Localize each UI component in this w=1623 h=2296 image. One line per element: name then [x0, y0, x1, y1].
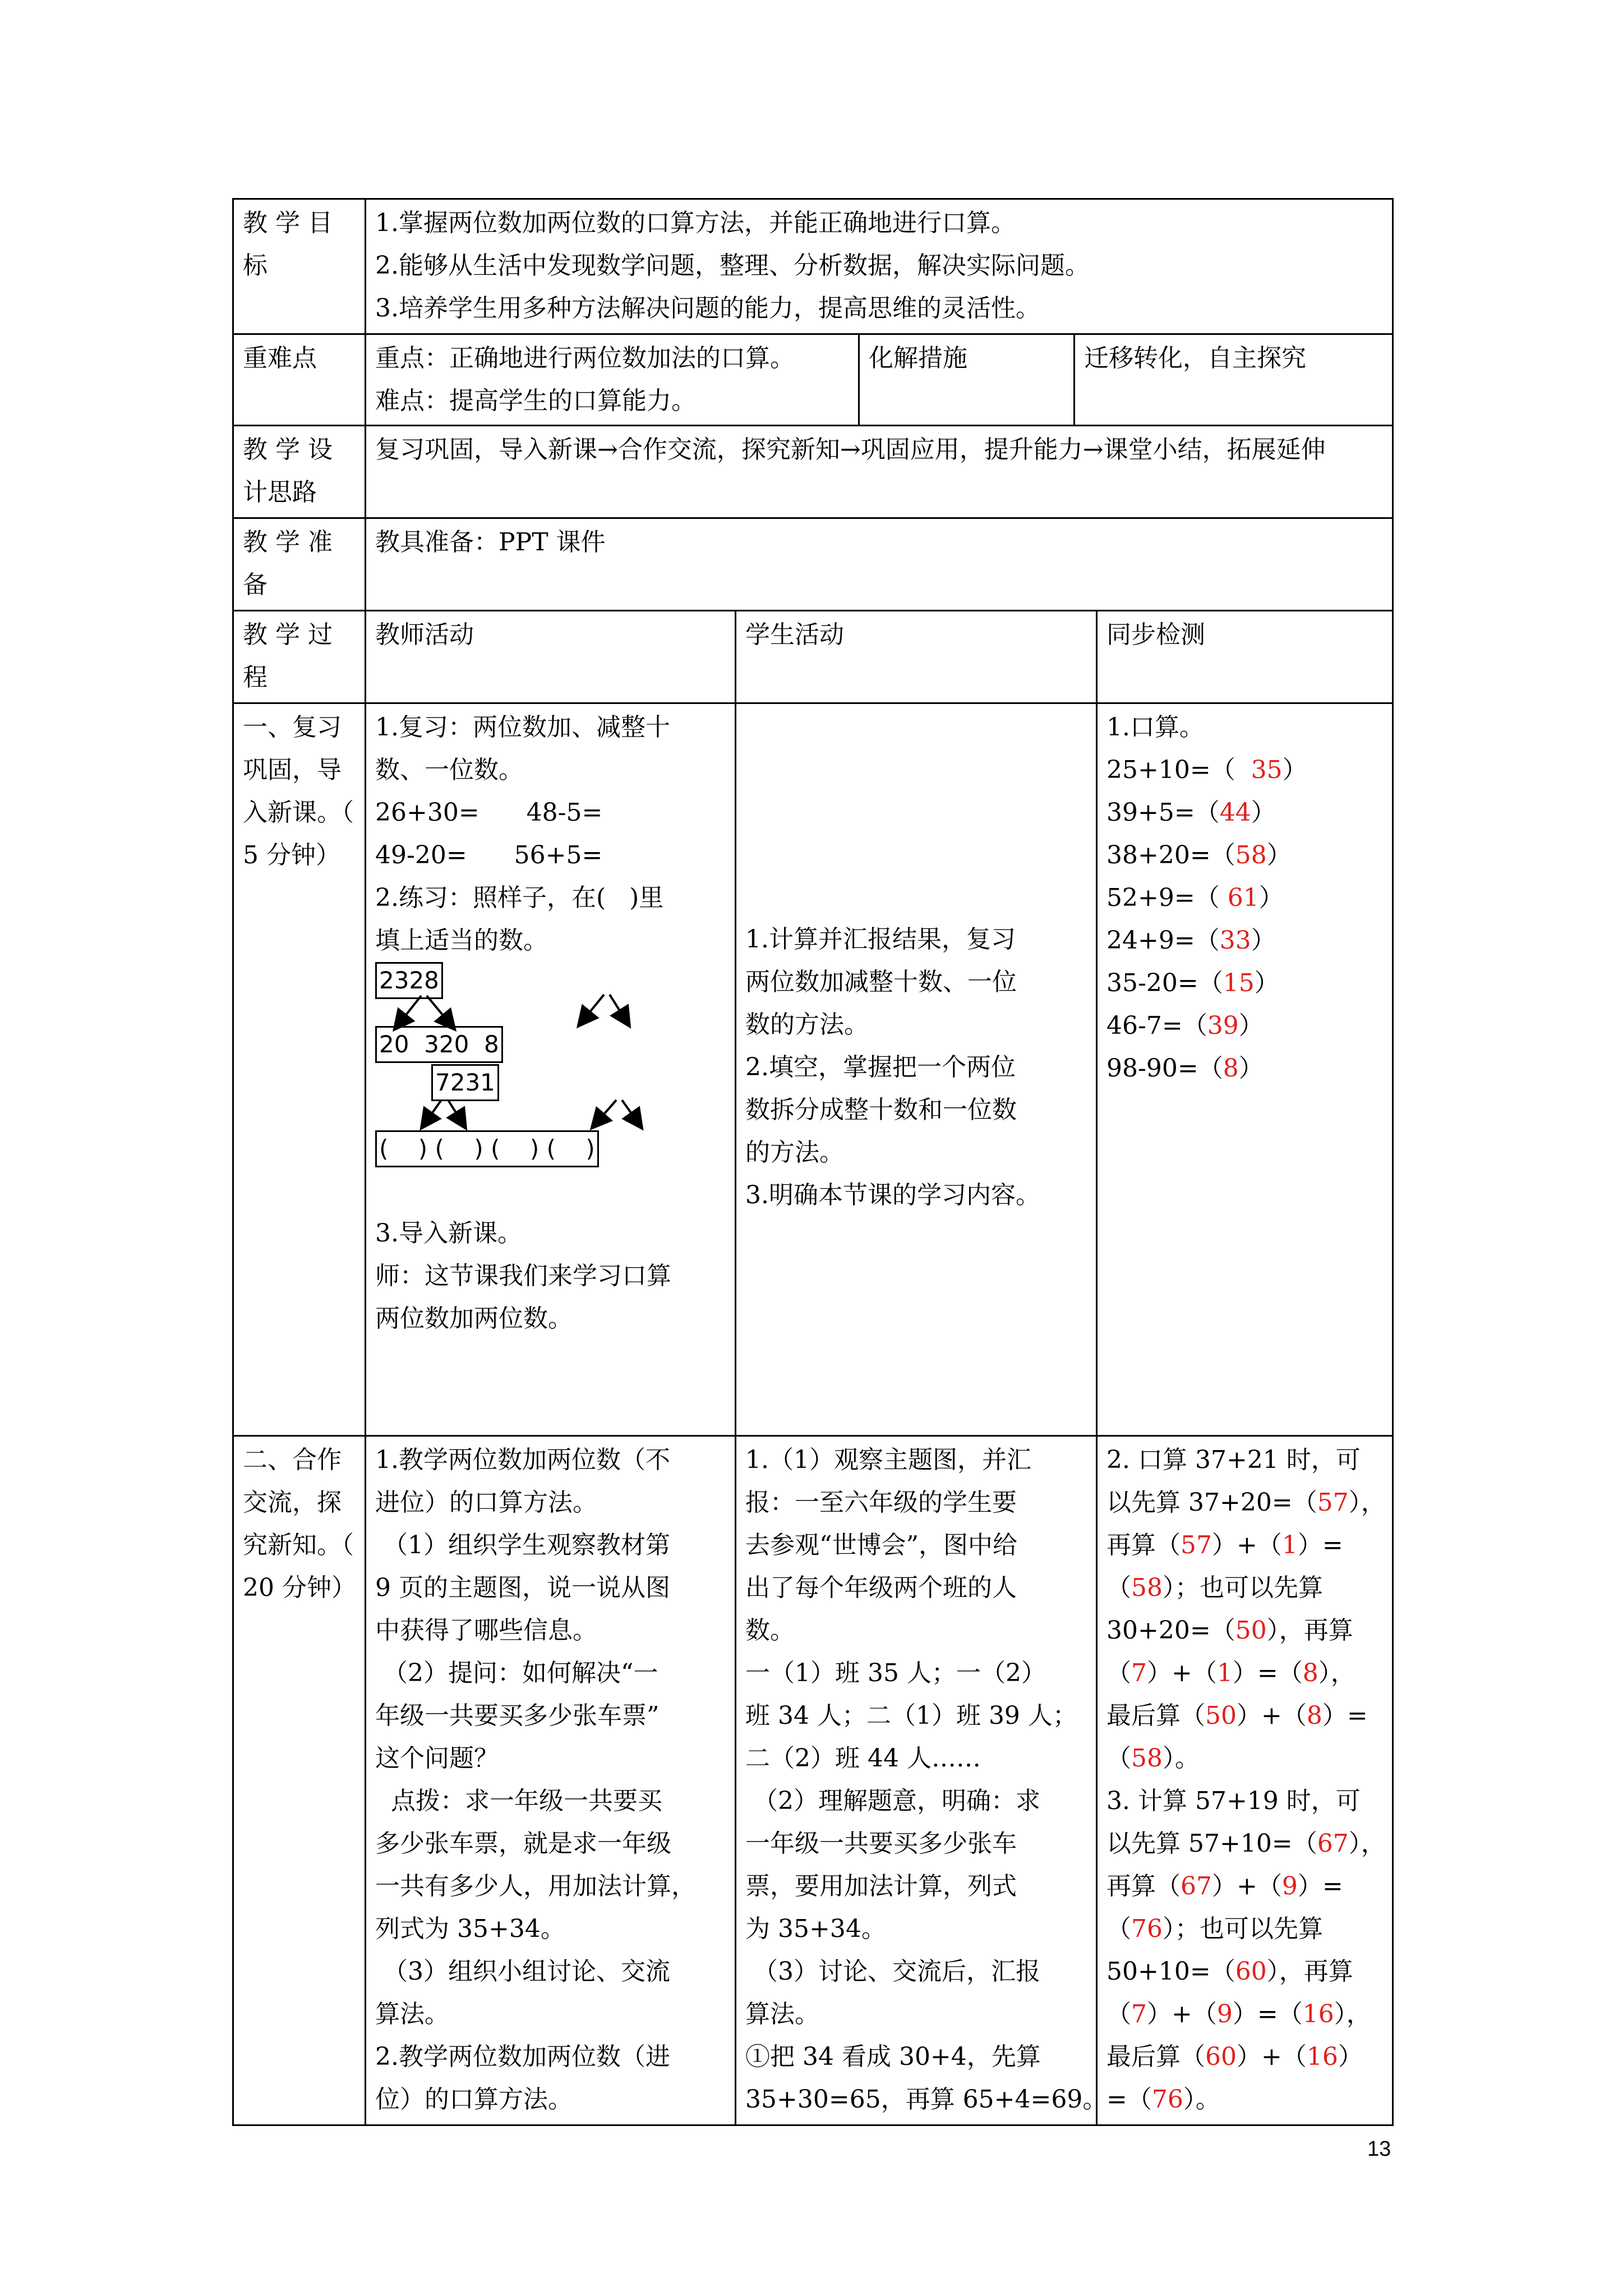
split-diagram-1: [375, 962, 726, 1062]
section1-row: [233, 703, 1393, 1436]
prep-row: [233, 518, 1393, 611]
number-box: 20 320 8: [375, 1026, 503, 1063]
check-item: 46-7=（39）: [1106, 1011, 1264, 1040]
check-item: 25+10=（ 35）: [1106, 756, 1307, 784]
design-text: 复习巩固，导入新课→合作交流，探究新知→巩固应用，提升能力→课堂小结，拓展延伸: [366, 426, 1393, 518]
process-header-row: [233, 611, 1393, 703]
check-item: 52+9=（ 61）: [1106, 884, 1284, 912]
design-row: [233, 426, 1393, 518]
design-label: 教 学 设 计思路: [233, 426, 366, 518]
section1-teacher: 1.复习：两位数加、减整十 数、一位数。 26+30= 48-5= 49-20= 56+5= 2.练习：照样子，在( )里 填上适当的数。 2328 20 320 8 7231 ( ) ( ) ( ) ( ) 3.导入新课。 师：这节课我们来学习口算 两位数加两位数。: [366, 703, 736, 1436]
prep-text: 教具准备：PPT 课件: [366, 518, 1393, 611]
section2-label: 二、合作交流，探究新知。（ 20 分钟）: [233, 1436, 366, 2125]
goal-item: 2.能够从生活中发现数学问题，整理、分析数据，解决实际问题。: [375, 251, 1090, 280]
focus-text: 重点：正确地进行两位数加法的口算。: [375, 344, 795, 372]
goals-content: [366, 199, 1393, 334]
key-points-row: [233, 334, 1393, 426]
section2-check: 2. 口算 37+21 时，可 以先算 37+20=（57）， 再算（57）+（1）= （58）；也可以先算 30+20=（50），再算 （7）+（1）=（8）， 最后算（50）+（8）= （58）。 3. 计算 57+19 时，可 以先算 57+10=（67）， 再算（67）+（9）= （76）；也可以先算 50+10=（60），再算 （7）+（9）=（16）， 最后算（60）+（16） =（76）。: [1097, 1436, 1393, 2125]
sync-check-header: 同步检测: [1097, 611, 1393, 703]
check-item: 39+5=（44）: [1106, 798, 1276, 827]
check-item: 98-90=（8）: [1106, 1054, 1264, 1083]
difficulty-text: 难点：提高学生的口算能力。: [375, 386, 696, 415]
key-points-label: 重难点: [233, 334, 366, 426]
section1-student: 1.计算并汇报结果，复习 两位数加减整十数、一位 数的方法。 2.填空，掌握把一个两位 数拆分成整十数和一位数 的方法。 3.明确本节课的学习内容。: [736, 703, 1097, 1436]
check-item: 38+20=（58）: [1106, 841, 1292, 869]
student-activity-header: 学生活动: [736, 611, 1097, 703]
goal-item: 3.培养学生用多种方法解决问题的能力，提高思维的灵活性。: [375, 294, 1040, 323]
section1-label: 一、复习巩固，导入新课。（ 5 分钟）: [233, 703, 366, 1436]
section1-check: 1.口算。 25+10=（ 35） 39+5=（44） 38+20=（58） 52+9=（ 61） 24+9=（33） 35-20=（15） 46-7=（39） 98-90=（8）: [1097, 703, 1393, 1436]
lesson-plan-table: [232, 198, 1394, 2126]
split-diagram-2: [375, 1062, 726, 1170]
check-item: 35-20=（15）: [1106, 969, 1279, 997]
goal-item: 1.掌握两位数加两位数的口算方法，并能正确地进行口算。: [375, 209, 1016, 237]
number-box: 7231: [431, 1064, 499, 1101]
answer-box: ( ) ( ) ( ) ( ): [375, 1130, 599, 1167]
page-number: 13: [1367, 2137, 1391, 2161]
number-box: 2328: [375, 962, 443, 999]
measure-value: 迁移转化，自主探究: [1084, 344, 1306, 372]
goals-row: [233, 199, 1393, 334]
check-item: 24+9=（33）: [1106, 926, 1276, 955]
prep-label: 教 学 准 备: [233, 518, 366, 611]
goals-label: 教 学 目 标: [233, 199, 366, 334]
section2-row: [233, 1436, 1393, 2125]
process-label: 教 学 过 程: [233, 611, 366, 703]
measure-label: 化解措施: [869, 344, 967, 372]
teacher-activity-header: 教师活动: [366, 611, 736, 703]
section2-teacher: 1.教学两位数加两位数（不 进位）的口算方法。 （1）组织学生观察教材第 9 页的主题图，说一说从图 中获得了哪些信息。 （2）提问：如何解决“一 年级一共要买多少张车票” 这个问题？ 点拨：求一年级一共要买 多少张车票，就是求一年级 一共有多少人，用加法计算， 列式为 35+34。 （3）组织小组讨论、交流 算法。 2.教学两位数加两位数（进 位）的口算方法。: [366, 1436, 736, 2125]
section2-student: 1.（1）观察主题图，并汇 报：一至六年级的学生要 去参观“世博会”，图中给 出了每个年级两个班的人 数。 一（1）班 35 人；一（2） 班 34 人；二（1）班 39 人； 二（2）班 44 人…… （2）理解题意，明确：求 一年级一共要买多少张车 票，要用加法计算，列式 为 35+34。 （3）讨论、交流后，汇报 算法。 ①把 34 看成 30+4，先算 35+30=65，再算 65+4=69。: [736, 1436, 1097, 2125]
